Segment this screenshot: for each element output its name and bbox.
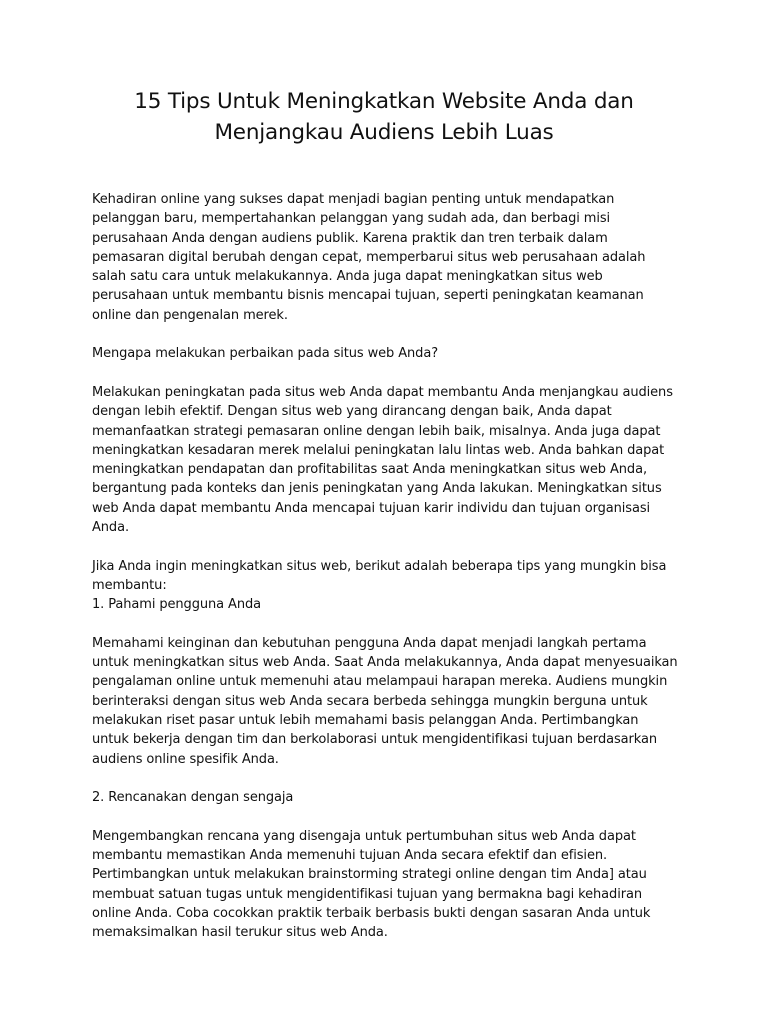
tip-1-heading: 1. Pahami pengguna Anda xyxy=(92,597,261,613)
title-line-2: Menjangkau Audiens Lebih Luas xyxy=(214,120,554,145)
title-line-1: 15 Tips Untuk Meningkatkan Website Anda dan xyxy=(134,89,634,114)
document-body xyxy=(92,190,678,943)
tip-2-heading: 2. Rencanakan dengan sengaja xyxy=(92,790,294,806)
intro-paragraph: Kehadiran online yang sukses dapat menjadi bagian penting untuk mendapatkan pelanggan baru, mempertahankan pelanggan yang sudah ada, dan berbagi misi perusahaan Anda dengan audiens publik. Karena praktik dan tren terbaik dalam pemasaran digital berubah dengan cepat, memperbarui situs web perusahaan adalah salah satu cara untuk melakukannya. Anda juga dapat meningkatkan situs web perusahaan untuk membantu bisnis mencapai tujuan, seperti peningkatan keamanan online dan pengenalan merek. xyxy=(92,192,646,323)
paragraph-gap xyxy=(92,808,678,827)
paragraph-gap xyxy=(92,769,678,788)
why-paragraph: Melakukan peningkatan pada situs web Anda dapat membantu Anda menjangkau audiens dengan lebih efektif. Dengan situs web yang dirancang dengan baik, Anda dapat memanfaatkan strategi pemasaran online dengan lebih baik, misalnya. Anda juga dapat meningkatkan kesadaran merek melalui peningkatan lalu lintas web. Anda bahkan dapat meningkatkan pendapatan dan profitabilitas saat Anda meningkatkan situs web Anda, bergantung pada konteks dan jenis peningkatan yang Anda lakukan. Meningkatkan situs web Anda dapat membantu Anda mencapai tujuan karir individu dan tujuan organisasi Anda. xyxy=(92,384,673,536)
question-line: Mengapa melakukan perbaikan pada situs web Anda? xyxy=(92,346,438,362)
paragraph-gap xyxy=(92,364,678,383)
tips-intro-paragraph: Jika Anda ingin meningkatkan situs web, berikut adalah beberapa tips yang mungkin bisa membantu: xyxy=(92,558,667,593)
document-title xyxy=(90,86,678,148)
tip-2-body: Mengembangkan rencana yang disengaja untuk pertumbuhan situs web Anda dapat membantu memastikan Anda memenuhi tujuan Anda secara efektif dan efisien. Pertimbangkan untuk melakukan brainstorming strategi online dengan tim Anda] atau membuat satuan tugas untuk mengidentifikasi tujuan yang bermakna bagi kehadiran online Anda. Coba cocokkan praktik terbaik berbasis bukti dengan sasaran Anda untuk memaksimalkan hasil terukur situs web Anda. xyxy=(92,828,651,941)
tip-1-body: Memahami keinginan dan kebutuhan pengguna Anda dapat menjadi langkah pertama untuk meningkatkan situs web Anda. Saat Anda melakukannya, Anda dapat menyesuaikan pengalaman online untuk memenuhi atau melampaui harapan mereka. Audiens mungkin berinteraksi dengan situs web Anda secara berbeda sehingga mungkin berguna untuk melakukan riset pasar untuk lebih memahami basis pelanggan Anda. Pertimbangkan untuk bekerja dengan tim dan berkolaborasi untuk mengidentifikasi tujuan berdasarkan audiens online spesifik Anda. xyxy=(92,635,678,767)
paragraph-gap xyxy=(92,615,678,634)
paragraph-gap xyxy=(92,537,678,556)
paragraph-gap xyxy=(92,325,678,344)
